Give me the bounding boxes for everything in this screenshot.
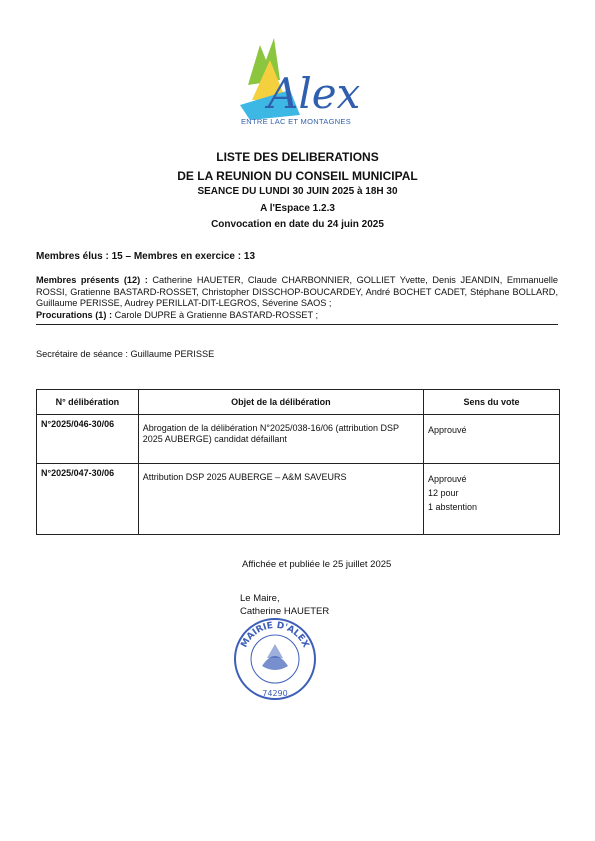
deliberation-number: N°2025/046-30/06 [37,415,139,464]
table-row [37,464,560,535]
vote-line: 12 pour [427,488,459,498]
deliberation-number: N°2025/047-30/06 [37,464,139,535]
secretary: Secrétaire de séance : Guillaume PERISSE [36,349,215,359]
session-location: A l'Espace 1.2.3 [260,203,335,214]
proxy-label: Procurations (1) : [36,309,113,320]
title-line-1: LISTE DES DELIBERATIONS [216,150,379,164]
vote-line: 1 abstention [427,502,477,512]
table-header-row [37,390,560,415]
stamp-bottom-text: 74290 [262,689,288,698]
title-line-2: DE LA REUNION DU CONSEIL MUNICIPAL [177,169,418,183]
deliberation-object: Attribution DSP 2025 AUBERGE – A&M SAVEURS [138,464,423,535]
present-list: Catherine HAUETER, Claude CHARBONNIER, GOLLIET Yvette, Denis JEANDIN, Emmanuelle ROSSI, Gratienne BASTARD-ROSSET, Christopher DISSCHOP-BOUCARDEY, André BOCHET CADET, Stéphane BOLLARD, Guillaume PERISSE, Audrey PERILLAT-DIT-LEGROS, Séverine SAOS ; [36,275,558,308]
alex-logo [230,30,360,130]
signature-name: Catherine HAUETER [240,606,330,617]
deliberation-vote [423,464,559,535]
header-number: N° délibération [37,390,139,415]
vote-line: Approuvé [427,425,467,435]
vote-line: Approuvé [427,474,467,484]
header-vote: Sens du vote [423,390,559,415]
logo-tagline: ENTRE LAC ET MONTAGNES [240,117,352,126]
member-counts: Membres élus : 15 – Membres en exercice : 13 [36,251,256,262]
signature-title: Le Maire, [240,593,280,604]
present-label: Membres présents (12) : [36,275,148,285]
deliberations-table [36,389,560,535]
deliberation-vote [423,415,559,464]
session-date: SEANCE DU LUNDI 30 JUIN 2025 à 18H 30 [197,186,398,197]
members-block [36,275,558,321]
svg-text:Alex: Alex [268,69,360,118]
stamp-top-text: MAIRIE D'ALEX [239,620,311,650]
table-row [37,415,560,464]
convocation-date: Convocation en date du 24 juin 2025 [211,219,384,230]
header-object: Objet de la délibération [138,390,423,415]
proxy-text: Carole DUPRE à Gratienne BASTARD-ROSSET ; [114,309,319,320]
publication-date: Affichée et publiée le 25 juillet 2025 [242,559,392,570]
town-hall-stamp [232,616,318,702]
deliberation-object: Abrogation de la délibération N°2025/038-16/06 (attribution DSP 2025 AUBERGE) candidat défaillant [138,415,423,464]
divider [36,324,558,325]
signature-block [240,592,329,618]
